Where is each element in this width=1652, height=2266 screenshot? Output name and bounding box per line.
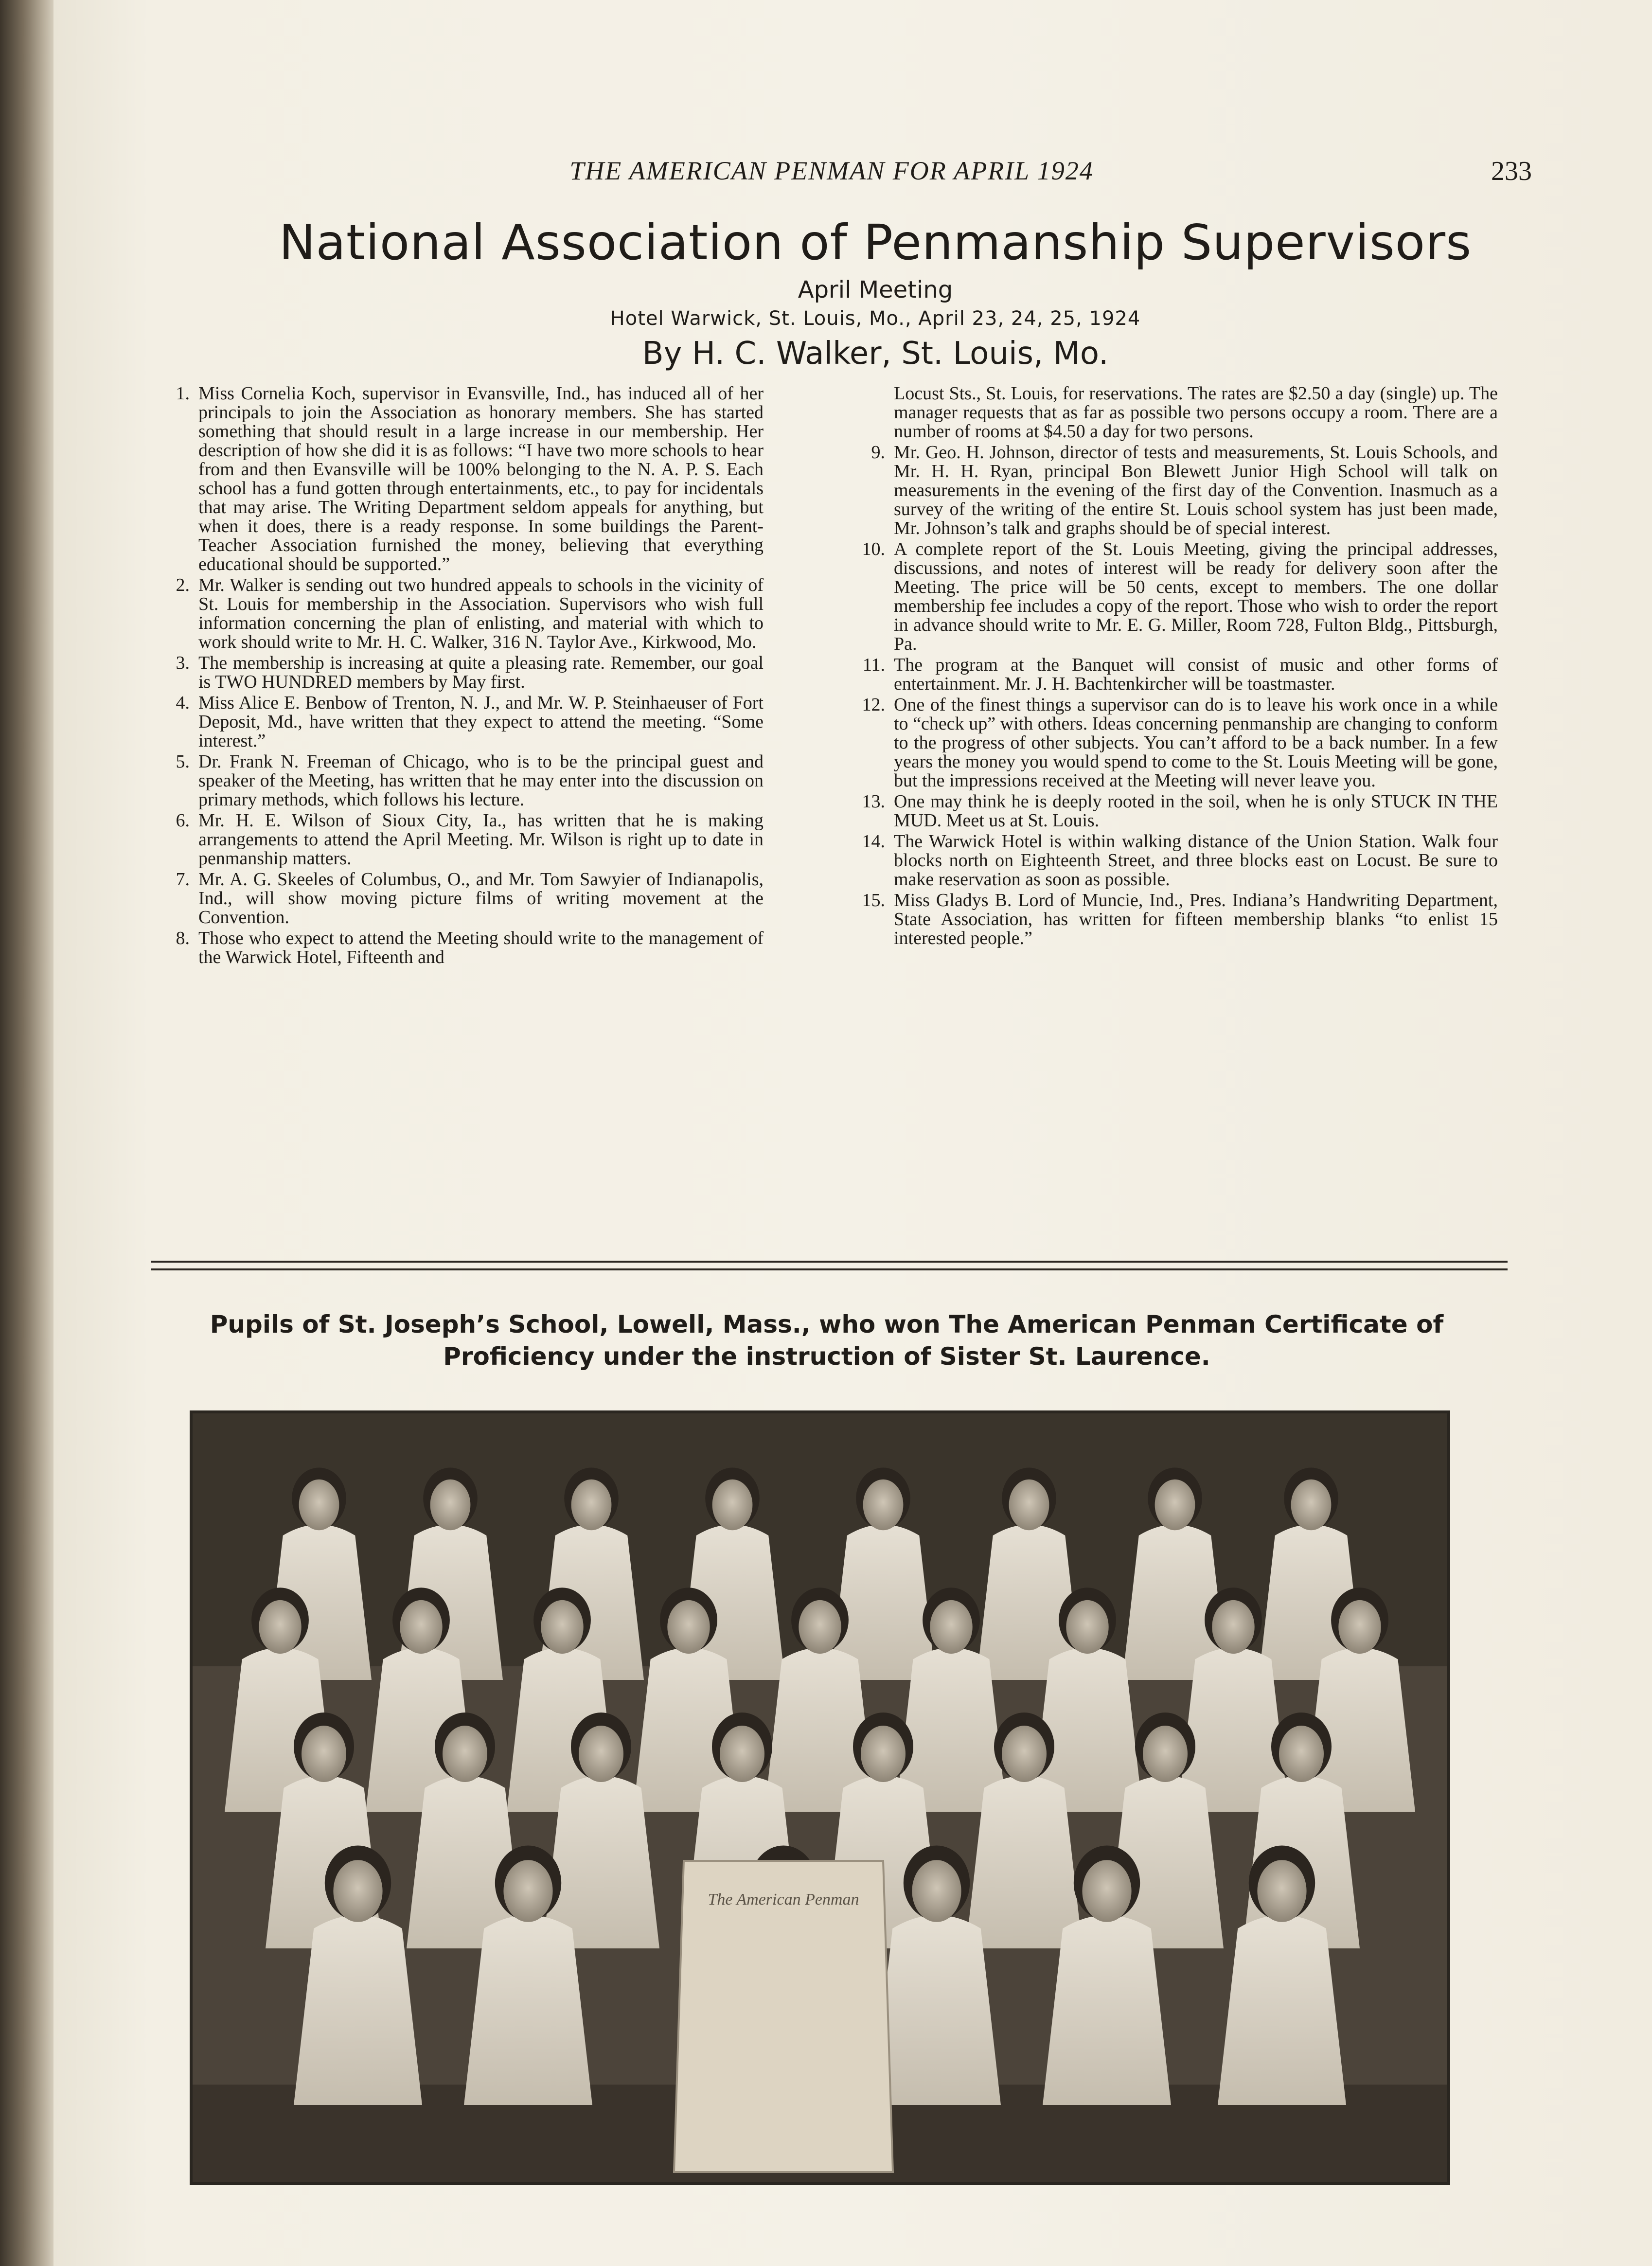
pupil-face xyxy=(1143,1726,1188,1782)
pupil-face xyxy=(1212,1600,1254,1654)
pupil-face xyxy=(1279,1726,1324,1782)
pupil-face xyxy=(1082,1860,1131,1922)
pupil-face xyxy=(712,1480,753,1530)
pupil-dress xyxy=(1218,1915,1346,2105)
pupil-face xyxy=(1338,1600,1381,1654)
list-item xyxy=(846,792,1498,830)
list-item xyxy=(846,891,1498,948)
running-header: THE AMERICAN PENMAN FOR APRIL 1924 xyxy=(569,156,1094,185)
list-item xyxy=(846,656,1498,694)
book-spine-shadow xyxy=(0,0,58,2266)
item-number: 6. xyxy=(176,810,190,831)
certificate-text: The American Penman xyxy=(708,1891,859,1909)
pupil-dress xyxy=(966,1776,1083,1948)
item-number: 12. xyxy=(862,695,885,715)
pupil-face xyxy=(863,1480,904,1530)
item-number: 9. xyxy=(871,442,885,463)
item-text: Mr. H. E. Wilson of Sioux City, Ia., has written that he is making arrangements to attend the April Meeting. Mr. Wilson is right up to date in penmanship matters. xyxy=(198,810,764,869)
item-text: One may think he is deeply rooted in the soil, when he is only STUCK IN THE MUD. Meet us at St. Louis. xyxy=(894,791,1498,831)
class-photograph xyxy=(190,1410,1450,2185)
article-venue: Hotel Warwick, St. Louis, Mo., April 23, 24, 25, 1924 xyxy=(610,307,1141,330)
list-item xyxy=(846,540,1498,654)
list-item xyxy=(846,696,1498,790)
pupil-face xyxy=(333,1860,382,1922)
item-number: 3. xyxy=(176,653,190,673)
pupil-dress xyxy=(464,1915,592,2105)
article-byline: By H. C. Walker, St. Louis, Mo. xyxy=(642,336,1109,372)
pupil-face xyxy=(1066,1600,1108,1654)
list-item xyxy=(151,654,764,692)
list-item xyxy=(846,832,1498,889)
pupil-face xyxy=(861,1726,906,1782)
left-column xyxy=(151,384,764,969)
list-item xyxy=(151,811,764,868)
pupil-face xyxy=(259,1600,301,1654)
pupil-face xyxy=(443,1726,487,1782)
list-item xyxy=(151,929,764,967)
pupil-face xyxy=(299,1480,339,1530)
pupil-dress xyxy=(1043,1915,1171,2105)
item-number: 13. xyxy=(862,791,885,812)
pupil-face xyxy=(1257,1860,1306,1922)
item-number: 14. xyxy=(862,831,885,852)
pupil-face xyxy=(541,1600,583,1654)
pupil-face xyxy=(799,1600,841,1654)
list-item xyxy=(151,576,764,652)
item-8-continued: Locust Sts., St. Louis, for reservations. The rates are $2.50 a day (single) up. The manager requests that as far as possible two persons occupy a room. There are a number of rooms at $4.50 a day for two persons. xyxy=(894,383,1498,442)
pupil-face xyxy=(912,1860,961,1922)
pupil-face xyxy=(930,1600,972,1654)
list-item xyxy=(151,870,764,927)
page-number: 233 xyxy=(1491,156,1532,186)
item-text: One of the finest things a supervisor can do is to leave his work once in a while to “check up” with others. Ideas concerning penmanship are changing to conform to the progress of other subjects. You can’t afford to be a back number. In a few years the money you would spend to come to the St. Louis Meeting will be gone, but the impressions received at the Meeting will never leave you. xyxy=(894,695,1498,791)
item-text: The Warwick Hotel is within walking distance of the Union Station. Walk four blocks north on Eighteenth Street, and three blocks east on Locust. Be sure to make reservation as soon as possible. xyxy=(894,831,1498,890)
item-number: 1. xyxy=(176,383,190,404)
pupil-face xyxy=(720,1726,764,1782)
divider-rule-top xyxy=(151,1261,1508,1263)
item-text: Mr. Geo. H. Johnson, director of tests and measurements, St. Louis Schools, and Mr. H. H. Ryan, principal Bon Blewett Junior High School will talk on measurements in the evening of the first day of the Convention. Inasmuch as a survey of the writing of the entire St. Louis school system has just been made, Mr. Johnson’s talk and graphs should be of special interest. xyxy=(894,442,1498,538)
item-text: Miss Alice E. Benbow of Trenton, N. J., and Mr. W. P. Steinhaeuser of Fort Deposit, Md., have written that they expect to attend the meeting. “Some interest.” xyxy=(198,693,764,751)
item-number: 15. xyxy=(862,890,885,910)
photo-caption: Pupils of St. Joseph’s School, Lowell, Mass., who won The American Penman Certificate of Proficiency under the instruction of Sister St. Laurence. xyxy=(210,1310,1444,1371)
pupil-face xyxy=(1009,1480,1049,1530)
pupil-face xyxy=(1155,1480,1195,1530)
item-number: 10. xyxy=(862,539,885,559)
item-text: Those who expect to attend the Meeting should write to the management of the Warwick Hotel, Fifteenth and xyxy=(198,928,764,967)
divider-rule-bottom xyxy=(151,1268,1508,1270)
item-number: 7. xyxy=(176,869,190,890)
list-item xyxy=(846,443,1498,538)
item-text: Mr. A. G. Skeeles of Columbus, O., and Mr. Tom Sawyier of Indianapolis, Ind., will show moving picture films of writing movement at the Convention. xyxy=(198,869,764,928)
list-item xyxy=(151,752,764,809)
item-number: 2. xyxy=(176,575,190,595)
list-item xyxy=(151,694,764,750)
item-text: The program at the Banquet will consist of music and other forms of entertainment. Mr. J. H. Bachtenkircher will be toastmaster. xyxy=(894,655,1498,694)
pupil-face xyxy=(579,1726,623,1782)
certificate xyxy=(674,1861,893,2172)
item-number: 5. xyxy=(176,751,190,772)
pupil-face xyxy=(571,1480,612,1530)
pupil-face xyxy=(430,1480,471,1530)
right-column xyxy=(846,384,1498,950)
item-text: A complete report of the St. Louis Meeting, giving the principal addresses, discussions, and notes of interest will be ready for delivery soon after the Meeting. The price will be 50 cents, except to members. The one dollar membership fee includes a copy of the report. Those who wish to order the report in advance should write to Mr. E. G. Miller, Room 728, Fulton Bldg., Pittsburgh, Pa. xyxy=(894,539,1498,654)
article-subtitle: April Meeting xyxy=(798,276,953,303)
item-number: 11. xyxy=(862,655,885,675)
article-title: National Association of Penmanship Supervisors xyxy=(279,214,1472,271)
item-text: Miss Cornelia Koch, supervisor in Evansville, Ind., has induced all of her principals to join the Association as honorary members. She has started something that should result in a large increase in our membership. Her description of how she did it is as follows: “I have two more schools to hear from and then Evansville will be 100% belonging to the N. A. P. S. Each school has a fund gotten through entertainments, etc., to pay for incidentals that may arise. The Writing Department seldom appeals for anything, but when it does, there is a ready response. In some buildings the Parent-Teacher Association furnished the money, believing that everything educational should be supported.” xyxy=(198,383,764,574)
pupil-face xyxy=(1002,1726,1047,1782)
pupil-face xyxy=(302,1726,346,1782)
item-number: 8. xyxy=(176,928,190,948)
item-text: Dr. Frank N. Freeman of Chicago, who is to be the principal guest and speaker of the Meeting, has written that he may enter into the discussion on primary methods, which follows his lecture. xyxy=(198,751,764,810)
pupil-face xyxy=(503,1860,552,1922)
pupil-face xyxy=(1291,1480,1332,1530)
pupil-dress xyxy=(872,1915,1001,2105)
pupil-dress xyxy=(294,1915,422,2105)
pupil-face xyxy=(667,1600,710,1654)
item-text: Miss Gladys B. Lord of Muncie, Ind., Pres. Indiana’s Handwriting Department, State Association, has written for fifteen membership blanks “to enlist 15 interested people.” xyxy=(894,890,1498,948)
pupil-face xyxy=(400,1600,442,1654)
item-text: Mr. Walker is sending out two hundred appeals to schools in the vicinity of St. Louis for membership in the Association. Supervisors who wish full information concerning the plan of enlisting, and material with which to work should write to Mr. H. C. Walker, 316 N. Taylor Ave., Kirkwood, Mo. xyxy=(198,575,764,652)
list-item xyxy=(151,384,764,574)
item-text: The membership is increasing at quite a pleasing rate. Remember, our goal is TWO HUNDRED members by May first. xyxy=(198,653,764,692)
item-number: 4. xyxy=(176,693,190,713)
